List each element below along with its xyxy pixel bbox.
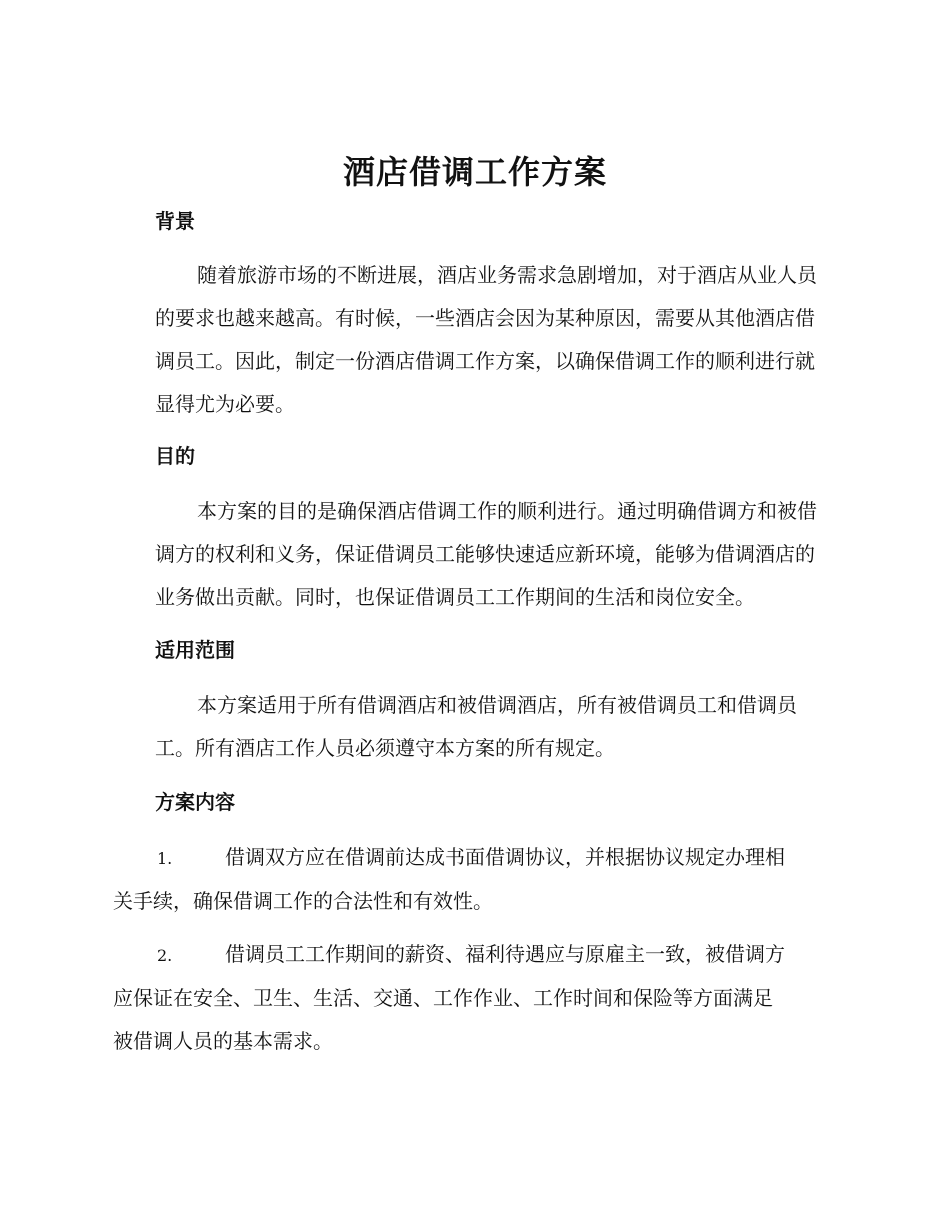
paragraph-line: 本方案适用于所有借调酒店和被借调酒店，所有被借调员工和借调员 [197,693,797,717]
list-item-text: 借调双方应在借调前达成书面借调协议，并根据协议规定办理相 [225,845,785,869]
paragraph-line: 调员工。因此，制定一份酒店借调工作方案，以确保借调工作的顺利进行就 [155,349,815,373]
section-heading-scope: 适用范围 [155,638,235,662]
list-number: 1. [157,849,173,868]
section-paragraph-purpose [113,490,833,619]
section-heading-purpose: 目的 [155,444,195,468]
section-paragraph-background [113,254,833,426]
section-heading-content: 方案内容 [155,790,235,814]
paragraph-line: 业务做出贡献。同时，也保证借调员工工作期间的生活和岗位安全。 [155,585,755,609]
paragraph-line: 调方的权利和义务，保证借调员工能够快速适应新环境，能够为借调酒店的 [155,542,815,566]
section-heading-background: 背景 [155,209,195,233]
paragraph-line: 显得尤为必要。 [155,392,295,416]
list-item-first-line [113,933,833,977]
section-paragraph-scope [113,684,833,770]
list-item-line: 应保证在安全、卫生、生活、交通、工作作业、工作时间和保险等方面满足 [113,986,773,1010]
paragraph-line: 工。所有酒店工作人员必须遵守本方案的所有规定。 [155,736,615,760]
list-item-first-line [113,836,833,880]
list-item-line: 被借调人员的基本需求。 [113,1029,333,1053]
document-title: 酒店借调工作方案 [342,153,607,191]
list-item-text: 借调员工工作期间的薪资、福利待遇应与原雇主一致，被借调方 [225,942,785,966]
list-item-2 [113,933,833,1063]
list-item-line: 关手续，确保借调工作的合法性和有效性。 [113,889,493,913]
paragraph-line: 的要求也越来越高。有时候，一些酒店会因为某种原因，需要从其他酒店借 [155,306,815,330]
list-number: 2. [157,946,173,965]
paragraph-line: 本方案的目的是确保酒店借调工作的顺利进行。通过明确借调方和被借 [197,499,817,523]
list-item-1 [113,836,833,923]
paragraph-line: 随着旅游市场的不断进展，酒店业务需求急剧增加，对于酒店从业人员 [197,263,817,287]
